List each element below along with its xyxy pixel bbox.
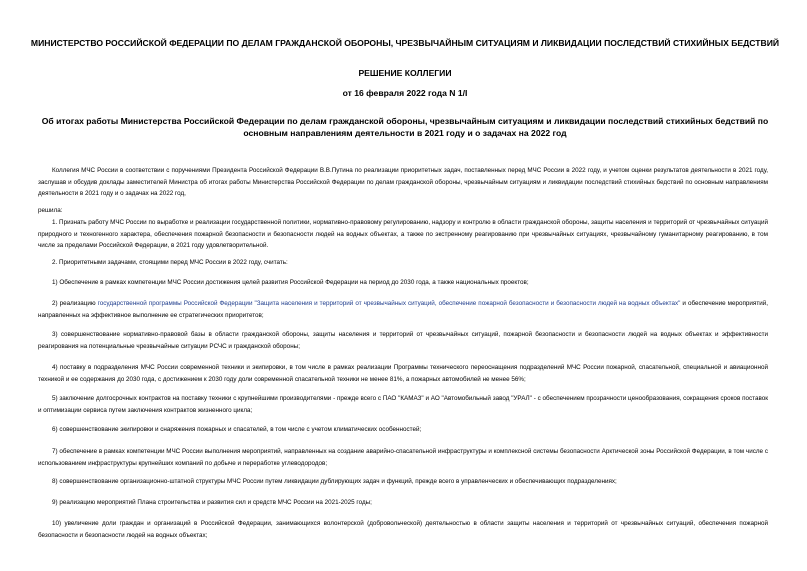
intro-paragraph: Коллегия МЧС России в соответствии с поручениями Президента Российской Федерации В.В.Путина по реализации приоритетных задач, поставленных перед МЧС России в 2022 году, и учетом оценки результатов деятельности в 2021 году, заслушав и обсудив доклады заместителей Министра об итогах работы Министерства Российской Федерации по делам гражданской обороны, чрезвычайным ситуациям и ликвидации последствий стихийных бедствий по основным направлениям деятельности в 2021 году и о задачах на 2022 год,	[38, 167, 768, 198]
list-item-1: 1) Обеспечение в рамках компетенции МЧС России достижения целей развития Российской Федерации на период до 2030 года, а также национальных проектов;	[52, 279, 529, 286]
decision-type-heading: РЕШЕНИЕ КОЛЛЕГИИ	[358, 68, 452, 78]
resolved-label: решила:	[38, 207, 63, 214]
ministry-heading: МИНИСТЕРСТВО РОССИЙСКОЙ ФЕДЕРАЦИИ ПО ДЕЛАМ ГРАЖДАНСКОЙ ОБОРОНЫ, ЧРЕЗВЫЧАЙНЫМ СИТУАЦИЯМ И ЛИКВИДАЦИИ ПОСЛЕДСТВИЙ СТИХИЙНЫХ БЕДСТВИЙ	[30, 38, 780, 48]
list-item-2-suffix: и обеспечение мероприятий, направленных на эффективное выполнение ее стратегических приоритетов;	[38, 300, 768, 319]
paragraph-1: 1. Признать работу МЧС России по выработке и реализации государственной политики, нормативно-правовому регулированию, надзору и контролю в области гражданской обороны, защиты населения и территорий от чрезвычайных ситуаций природного и техногенного характера, обеспечения пожарной безопасности и безопасности людей на водных объектах, а также по экстренному реагированию при чрезвычайных ситуациях, чрезвычайному гуманитарному реагированию, в том числе за пределами Российской Федерации, в 2021 году удовлетворительной.	[38, 219, 768, 250]
list-item-6: 6) совершенствование экипировки и снаряжения пожарных и спасателей, в том числе с учетом климатических особенностей;	[52, 426, 422, 433]
subject-heading: Об итогах работы Министерства Российской Федерации по делам гражданской обороны, чрезвычайным ситуациям и ликвидации последствий стихийных бедствий по основным направлениям деятельности в 2021 году и о задачах на 2022 год	[41, 116, 769, 138]
list-item-5: 5) заключение долгосрочных контрактов на поставку техники с крупнейшими производителями - прежде всего с ПАО "КАМАЗ" и АО "Автомобильный завод "УРАЛ" - с обеспечением прозрачности ценообразования, сокращения сроков поставок и оптимизации сервиса путем заключения контрактов жизненного цикла;	[38, 395, 768, 414]
state-program-link[interactable]: государственной программы Российской Федерации "Защита населения и территорий от чрезвычайных ситуаций, обеспечение пожарной безопасности и безопасности людей на водных объектах"	[97, 300, 681, 307]
list-item-2-prefix: 2) реализацию	[52, 300, 98, 307]
list-item-8: 8) совершенствование организационно-штатной структуры МЧС России путем ликвидации дублирующих задач и функций, прежде всего в управленческих и обеспечивающих подразделениях;	[52, 478, 617, 485]
list-item-7: 7) обеспечение в рамках компетенции МЧС России выполнения мероприятий, направленных на создание аварийно-спасательной инфраструктуры и комплексной системы безопасности Арктической зоны Российской Федерации, в том числе с использованием инфраструктуры крупнейших компаний по добыче и переработке углеводородов;	[38, 448, 768, 467]
date-number-heading: от 16 февраля 2022 года N 1/I	[342, 88, 468, 98]
list-item-9: 9) реализацию мероприятий Плана строительства и развития сил и средств МЧС России на 2021-2025 годы;	[52, 499, 372, 506]
list-item-3: 3) совершенствование нормативно-правовой базы в области гражданской обороны, защиты населения и территорий от чрезвычайных ситуаций, пожарной безопасности и безопасности людей на водных объектах и эффективности реагирования на потенциальные чрезвычайные ситуации РСЧС и гражданской обороны;	[38, 331, 768, 350]
list-item-4: 4) поставку в подразделения МЧС России современной техники и экипировки, в том числе в рамках реализации Программы технического переоснащения подразделений МЧС России пожарной, спасательной, специальной и авиационной техникой и ее содержания до 2030 года, с достижением к 2030 году доли современной спасательной техники не менее 81%, а пожарных автомобилей не менее 56%;	[38, 364, 768, 383]
paragraph-2: 2. Приоритетными задачами, стоящими перед МЧС России в 2022 году, считать:	[52, 259, 288, 266]
list-item-10: 10) увеличение доли граждан и организаций в Российской Федерации, занимающихся волонтерской (добровольческой) деятельностью в области защиты населения и территорий от чрезвычайных ситуаций, обеспечения пожарной безопасности и безопасности людей на водных объектах;	[38, 520, 768, 539]
list-item-2	[38, 298, 768, 321]
